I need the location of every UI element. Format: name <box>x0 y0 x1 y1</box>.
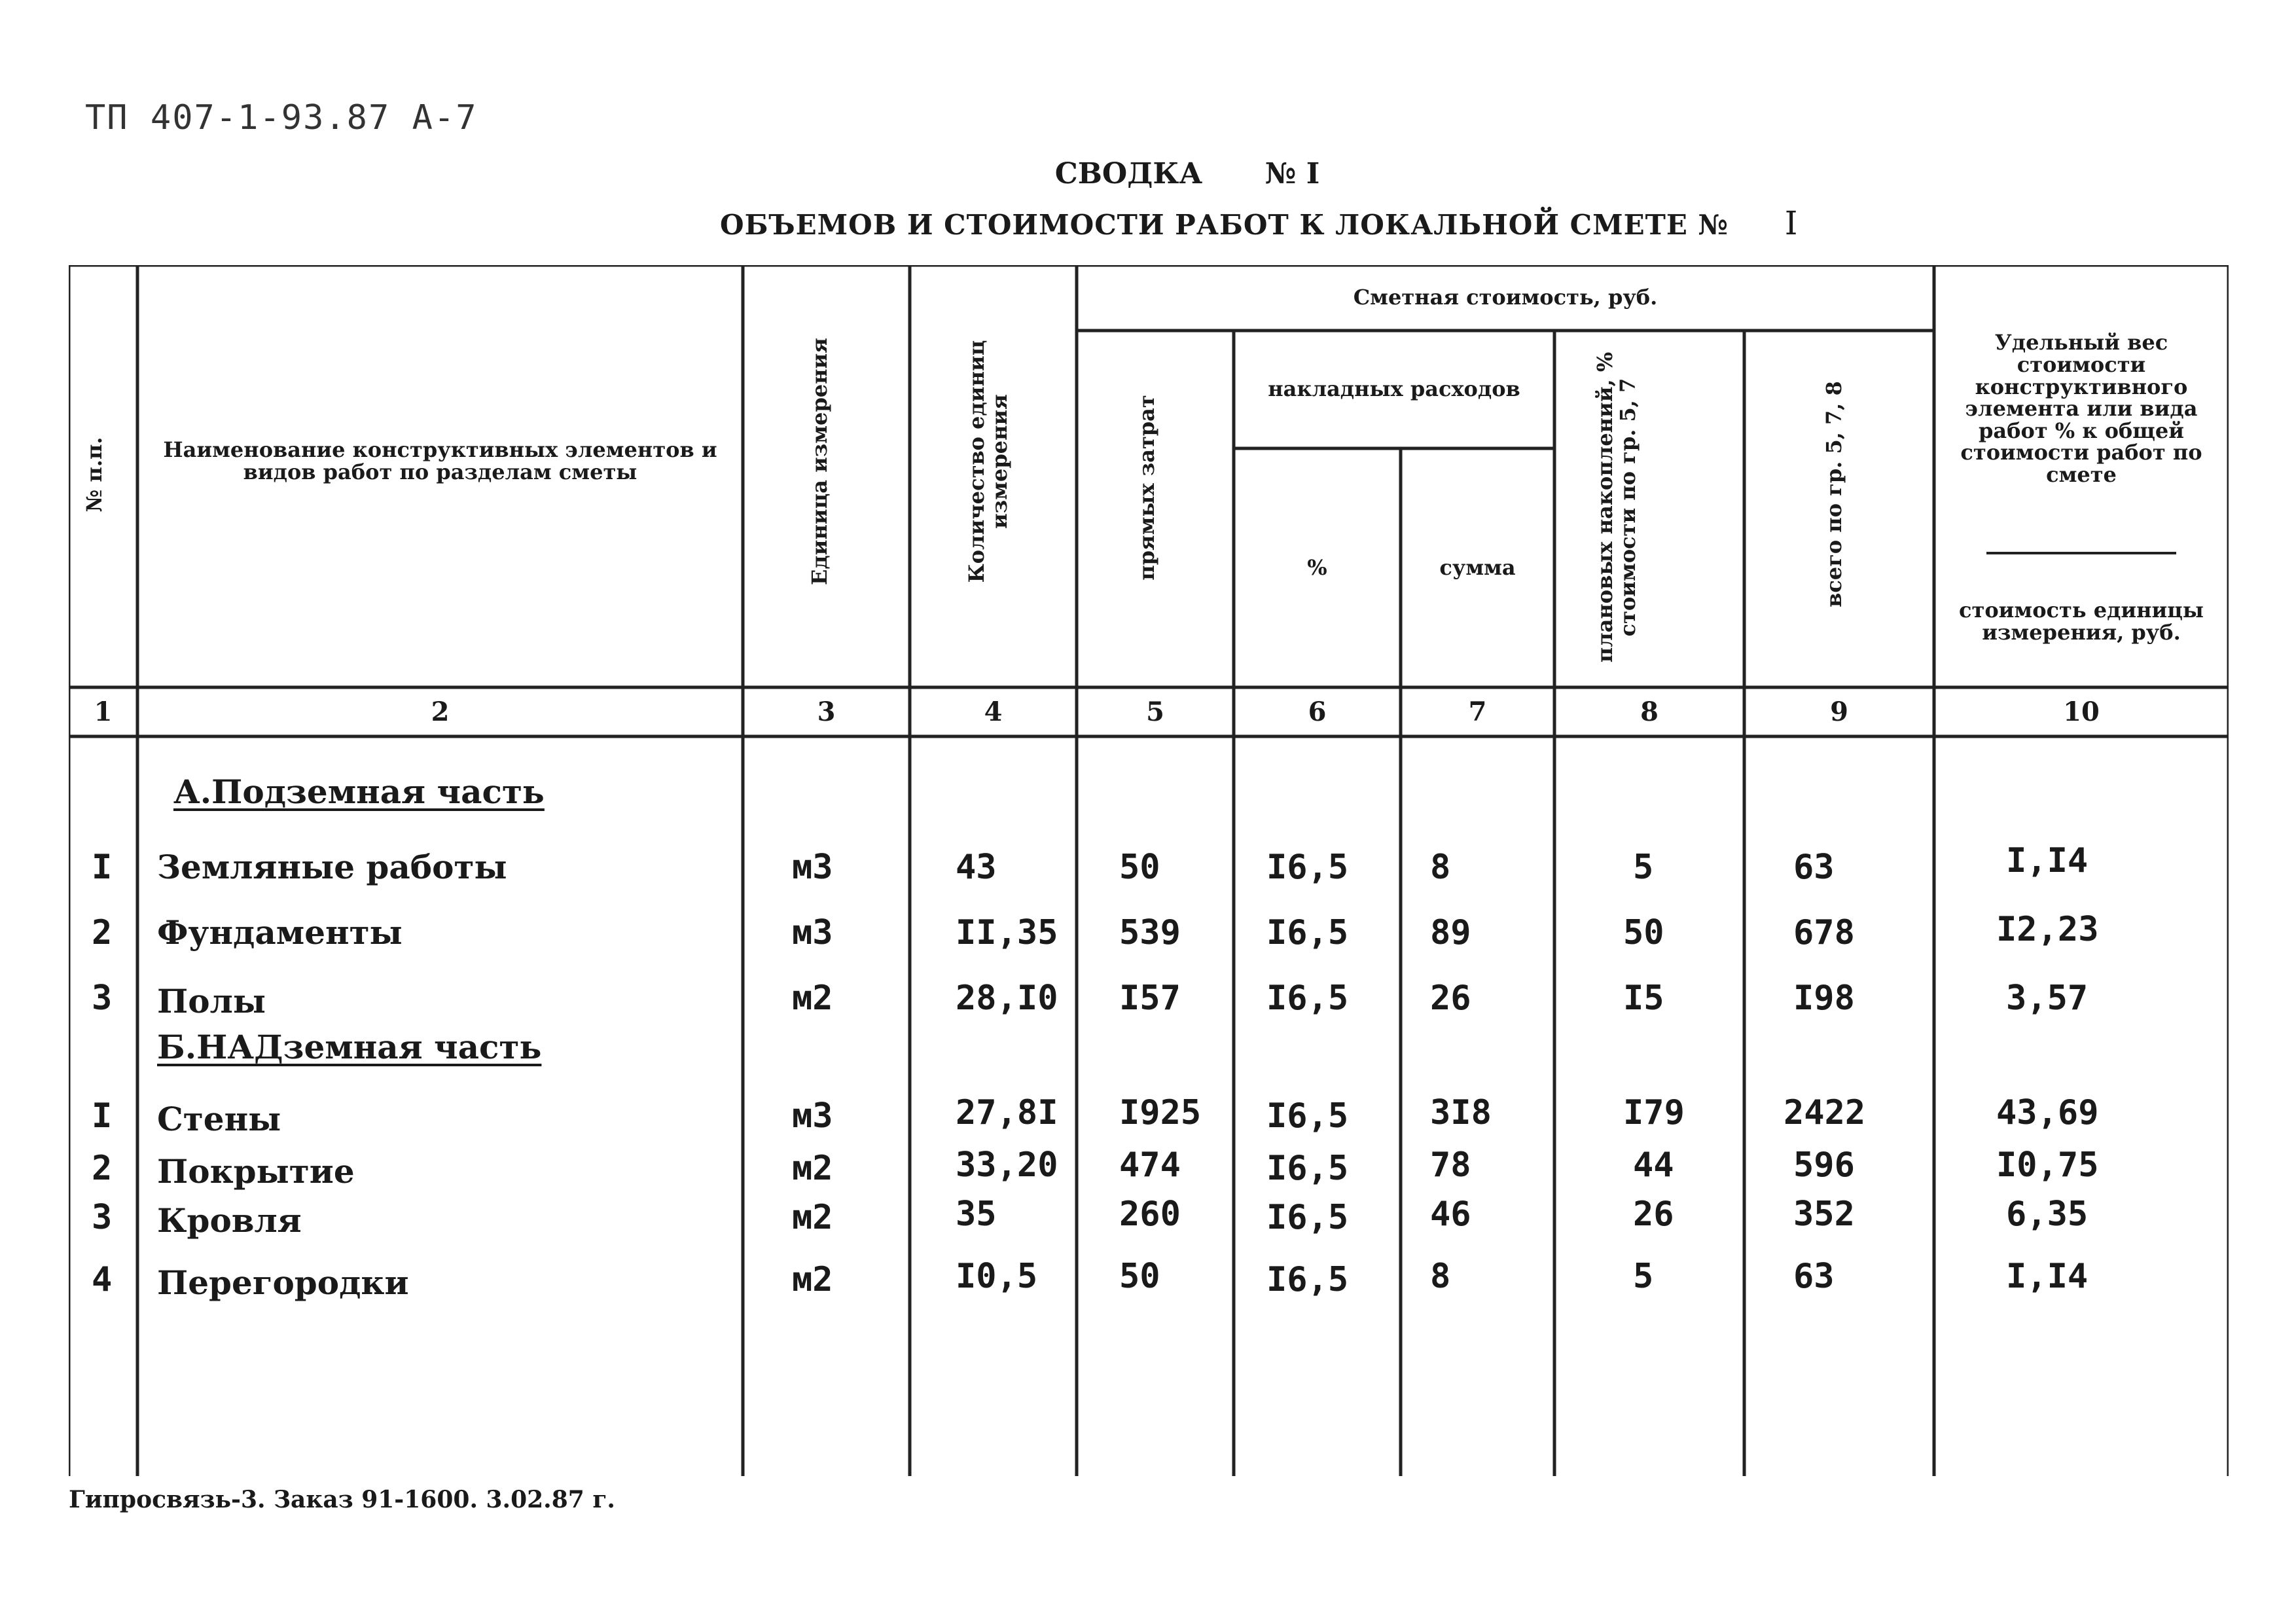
summary-subtitle-label: ОБЪЕМОВ И СТОИМОСТИ РАБОТ К ЛОКАЛЬНОЙ СМЕТЕ № <box>720 209 1729 241</box>
summary-table <box>69 265 2229 1476</box>
column-number: 1 <box>94 696 113 727</box>
row-share: I,I4 <box>2006 1257 2089 1296</box>
row-unit: м3 <box>792 913 833 952</box>
row-unit: м2 <box>792 979 833 1018</box>
column-number: 5 <box>1146 696 1164 727</box>
row-total: 352 <box>1793 1195 1855 1234</box>
row-share: I0,75 <box>1996 1146 2099 1185</box>
column-number: 2 <box>431 696 450 727</box>
row-planned: 44 <box>1633 1146 1674 1185</box>
row-unit: м2 <box>792 1149 833 1188</box>
summary-title <box>0 157 2296 190</box>
row-number: 2 <box>92 1149 113 1188</box>
summary-title-number: № I <box>1265 157 1320 190</box>
printer-footer: Гипросвязь-3. Заказ 91-1600. 3.02.87 г. <box>69 1486 615 1513</box>
header-element-name: Наименование конструктивных элементов и видов работ по разделам сметы <box>163 437 717 484</box>
row-name: Полы <box>157 982 266 1020</box>
section-title-underground: А.Подземная часть <box>173 772 545 811</box>
header-cost-share: Удельный вес стоимости конструктивного элемента или вида работ % к общей стоимости работ по смете <box>1960 330 2202 487</box>
row-total: I98 <box>1793 979 1855 1018</box>
header-direct-costs: прямых затрат <box>1134 395 1159 581</box>
row-percent: I6,5 <box>1266 979 1349 1018</box>
column-number: 9 <box>1830 696 1848 727</box>
row-total: 2422 <box>1784 1093 1866 1132</box>
row-direct: 474 <box>1119 1146 1181 1185</box>
summary-subtitle-number: I <box>1784 204 1799 242</box>
row-quantity: 33,20 <box>956 1146 1058 1185</box>
row-percent: I6,5 <box>1266 913 1349 952</box>
row-name: Стены <box>157 1100 281 1138</box>
row-percent: I6,5 <box>1266 1149 1349 1188</box>
header-overhead: накладных расходов <box>1268 376 1520 402</box>
header-quantity: Количество единиц измерения <box>964 340 1013 583</box>
row-number: I <box>92 1096 113 1136</box>
row-quantity: 43 <box>956 848 997 887</box>
row-quantity: I0,5 <box>956 1257 1038 1296</box>
row-name: Земляные работы <box>157 848 507 886</box>
summary-subtitle <box>720 204 1799 242</box>
row-percent: I6,5 <box>1266 1198 1349 1237</box>
row-planned: 5 <box>1633 848 1654 887</box>
row-unit: м2 <box>792 1260 833 1299</box>
row-share: 3,57 <box>2006 979 2089 1018</box>
summary-title-label: СВОДКА <box>1054 157 1203 190</box>
row-unit: м3 <box>792 1096 833 1136</box>
row-name: Покрытие <box>157 1152 355 1191</box>
row-share: I2,23 <box>1996 910 2099 949</box>
row-percent: I6,5 <box>1266 1096 1349 1136</box>
row-quantity: 28,I0 <box>956 979 1058 1018</box>
row-direct: 539 <box>1119 913 1181 952</box>
row-planned: 50 <box>1623 913 1664 952</box>
column-number: 3 <box>817 696 836 727</box>
row-direct: I57 <box>1119 979 1181 1018</box>
row-share: 43,69 <box>1996 1093 2099 1132</box>
row-direct: 50 <box>1119 848 1160 887</box>
row-percent: I6,5 <box>1266 848 1349 887</box>
column-number: 10 <box>2063 696 2100 727</box>
row-total: 678 <box>1793 913 1855 952</box>
row-number: 2 <box>92 913 113 952</box>
header-overhead-sum: сумма <box>1439 554 1516 580</box>
row-quantity: 35 <box>956 1195 997 1234</box>
row-total: 63 <box>1793 848 1835 887</box>
row-percent: I6,5 <box>1266 1260 1349 1299</box>
row-sum: 8 <box>1430 1257 1451 1296</box>
row-unit: м3 <box>792 848 833 887</box>
column-number: 7 <box>1468 696 1487 727</box>
row-direct: 260 <box>1119 1195 1181 1234</box>
header-row-number: № п.п. <box>82 437 107 513</box>
row-planned: I79 <box>1623 1093 1685 1132</box>
row-sum: 3I8 <box>1430 1093 1492 1132</box>
row-sum: 78 <box>1430 1146 1471 1185</box>
row-sum: 8 <box>1430 848 1451 887</box>
row-direct: 50 <box>1119 1257 1160 1296</box>
row-total: 596 <box>1793 1146 1855 1185</box>
column-number: 4 <box>984 696 1003 727</box>
row-sum: 46 <box>1430 1195 1471 1234</box>
row-sum: 89 <box>1430 913 1471 952</box>
row-number: 4 <box>92 1260 113 1299</box>
column-number: 8 <box>1640 696 1659 727</box>
header-planned-savings: плановых накоплений, % стоимости по гр. 5, 7 <box>1592 352 1641 663</box>
row-planned: I5 <box>1623 979 1664 1018</box>
row-name: Перегородки <box>157 1263 409 1302</box>
row-share: 6,35 <box>2006 1195 2089 1234</box>
row-sum: 26 <box>1430 979 1471 1018</box>
row-quantity: II,35 <box>956 913 1058 952</box>
row-planned: 26 <box>1633 1195 1674 1234</box>
document-code: ТП 407-1-93.87 А-7 <box>85 98 478 137</box>
row-name: Фундаменты <box>157 913 403 952</box>
section-title-aboveground: Б.НАДземная часть <box>157 1028 542 1066</box>
row-share: I,I4 <box>2006 841 2089 880</box>
row-number: 3 <box>92 979 113 1018</box>
header-estimated-cost: Сметная стоимость, руб. <box>1353 285 1658 310</box>
row-planned: 5 <box>1633 1257 1654 1296</box>
row-number: I <box>92 848 113 887</box>
header-total: всего по гр. 5, 7, 8 <box>1821 381 1846 607</box>
column-number: 6 <box>1308 696 1327 727</box>
row-name: Кровля <box>157 1201 302 1240</box>
row-quantity: 27,8I <box>956 1093 1058 1132</box>
header-overhead-percent: % <box>1307 554 1327 580</box>
row-number: 3 <box>92 1198 113 1237</box>
row-total: 63 <box>1793 1257 1835 1296</box>
row-direct: I925 <box>1119 1093 1202 1132</box>
header-unit: Единица измерения <box>807 338 832 585</box>
row-unit: м2 <box>792 1198 833 1237</box>
header-unit-cost: стоимость единицы измерения, руб. <box>1959 598 2204 645</box>
